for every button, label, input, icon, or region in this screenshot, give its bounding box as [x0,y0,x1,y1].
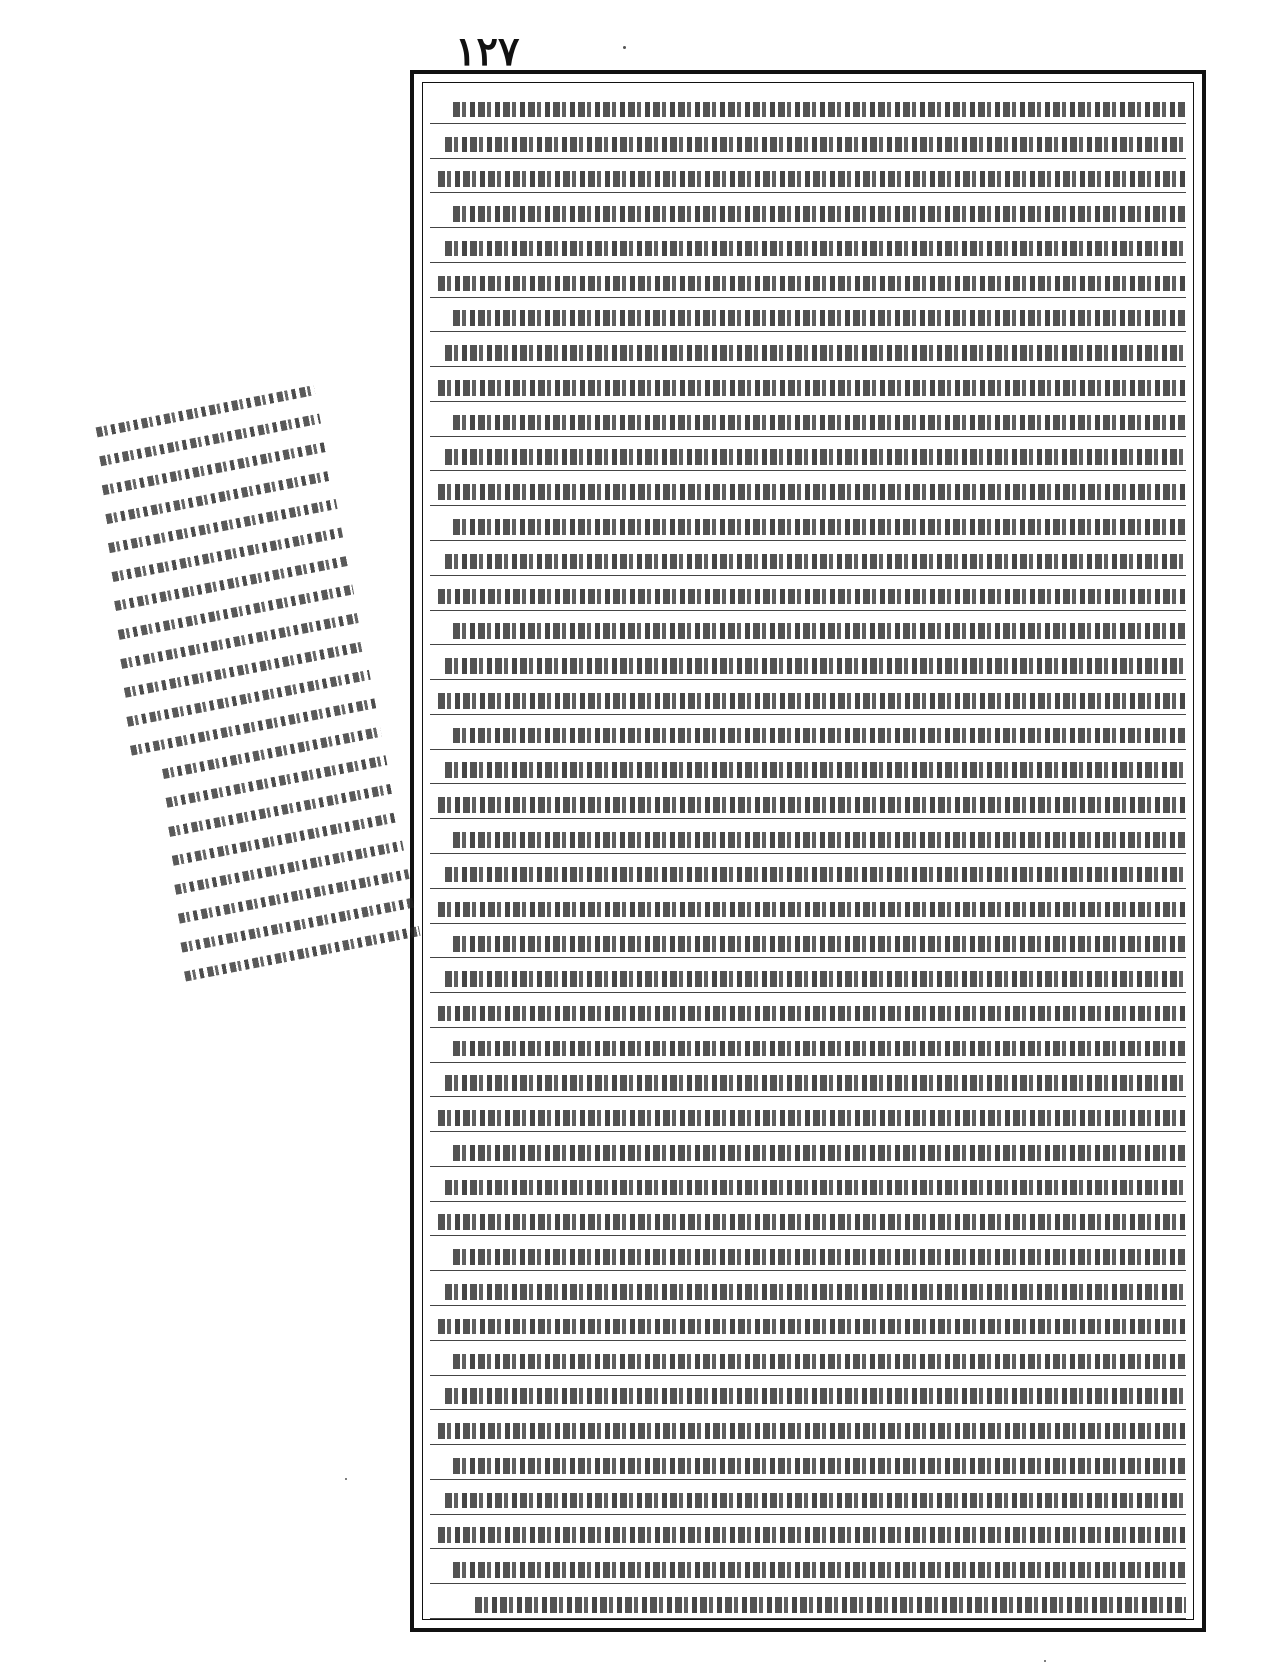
text-line [430,301,1186,333]
text-line-ink [453,310,1186,326]
text-line [430,892,1186,924]
text-line [430,1587,1186,1619]
text-line [430,648,1186,680]
text-line [430,1205,1186,1237]
text-line-ink [438,484,1186,500]
text-line-ink [445,658,1186,674]
text-line-ink [453,102,1186,118]
text-line-ink [475,1597,1186,1613]
text-line [430,1518,1186,1550]
text-line [430,787,1186,819]
text-line-ink [453,623,1186,639]
text-line [430,1066,1186,1098]
text-line [430,579,1186,611]
text-line [430,544,1186,576]
text-line-ink [445,241,1186,257]
text-line-ink [445,1075,1186,1091]
text-line [430,1552,1186,1584]
text-line-ink [453,1041,1186,1057]
text-line-ink [445,1493,1186,1509]
text-line-ink [445,1388,1186,1404]
text-line [430,927,1186,959]
text-line-ink [445,345,1186,361]
scan-speck [623,46,626,49]
marginal-note-line [120,613,359,669]
text-line [430,857,1186,889]
text-line [430,683,1186,715]
text-line-ink [445,449,1186,465]
text-line [430,405,1186,437]
text-line [430,509,1186,541]
text-line-ink [453,1458,1186,1474]
text-line-ink [438,1110,1186,1126]
text-line [430,335,1186,367]
scan-speck [1044,1660,1046,1662]
main-text-block [430,92,1186,1622]
text-line [430,440,1186,472]
text-line-ink [438,276,1186,292]
text-line [430,753,1186,785]
marginal-note-line [123,641,365,697]
text-line-ink [445,867,1186,883]
text-line-ink [438,902,1186,918]
text-line [430,614,1186,646]
text-line [430,92,1186,124]
text-line [430,1413,1186,1445]
text-line-ink [453,206,1186,222]
marginal-note [118,398,370,978]
text-line-ink [438,797,1186,813]
text-line-ink [438,1214,1186,1230]
text-line-ink [453,519,1186,535]
text-line-ink [453,1562,1186,1578]
text-line [430,266,1186,298]
text-line [430,1309,1186,1341]
text-line [430,1379,1186,1411]
text-line [430,1100,1186,1132]
text-line-ink [453,1145,1186,1161]
text-line-ink [445,137,1186,153]
text-line-ink [438,171,1186,187]
text-line [430,996,1186,1028]
text-line [430,162,1186,194]
text-line-ink [438,1527,1186,1543]
text-line [430,1344,1186,1376]
text-line [430,1031,1186,1063]
text-line-ink [445,1284,1186,1300]
marginal-note-line [126,670,370,727]
text-line-ink [453,832,1186,848]
text-line [430,127,1186,159]
text-line [430,1448,1186,1480]
text-line-ink [445,1180,1186,1196]
text-line [430,822,1186,854]
text-line [430,961,1186,993]
text-line [430,1240,1186,1272]
text-line-ink [438,1423,1186,1439]
text-line-ink [438,589,1186,605]
text-line-ink [453,1354,1186,1370]
text-line [430,1170,1186,1202]
text-line-ink [438,1006,1186,1022]
text-line [430,475,1186,507]
text-line-ink [445,971,1186,987]
page-number: ١٢٧ [455,28,520,75]
text-line-ink [438,693,1186,709]
text-line [430,196,1186,228]
text-line [430,718,1186,750]
text-line [430,1135,1186,1167]
text-line-ink [445,762,1186,778]
marginal-note-lines [65,379,423,996]
text-line [430,1483,1186,1515]
text-line [430,1274,1186,1306]
text-line-ink [445,554,1186,570]
text-line-ink [438,1319,1186,1335]
text-line [430,231,1186,263]
text-line-ink [438,380,1186,396]
text-line-ink [453,936,1186,952]
text-line-ink [453,415,1186,431]
text-line-ink [453,1249,1186,1265]
scan-speck [345,1478,347,1480]
text-line-ink [453,728,1186,744]
marginal-note-line [129,698,376,755]
text-line [430,370,1186,402]
